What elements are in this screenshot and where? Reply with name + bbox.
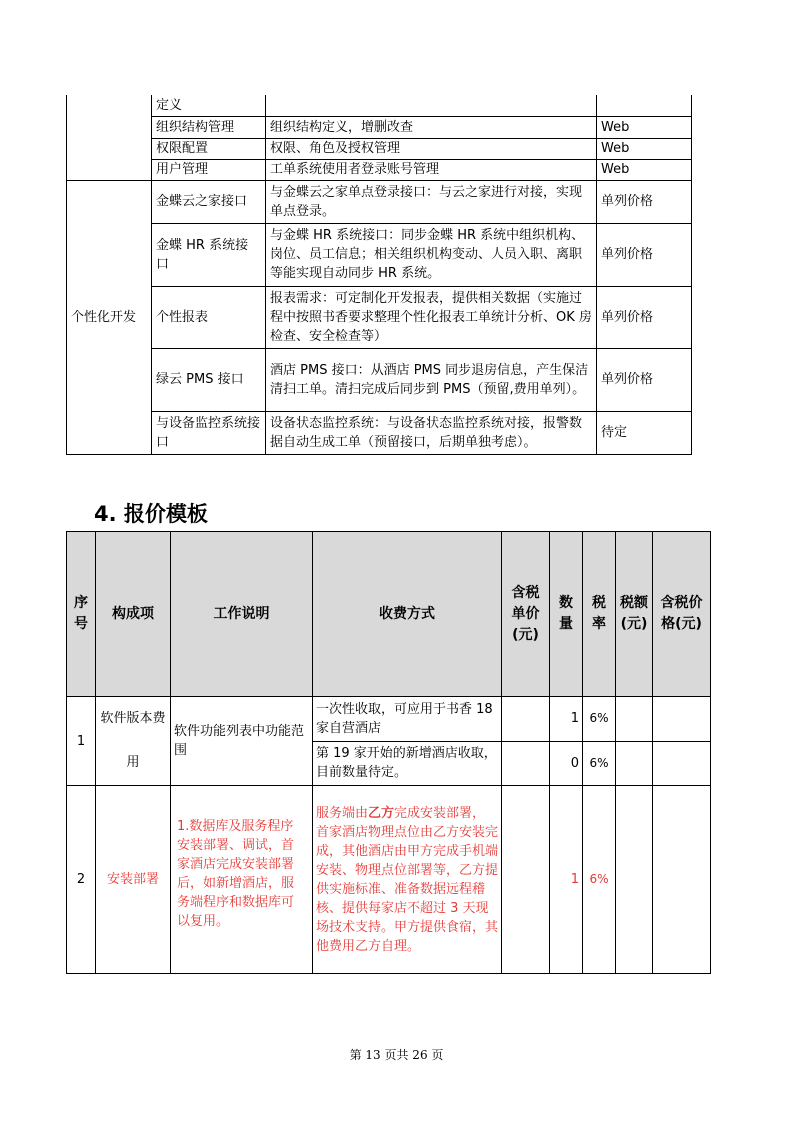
row-number: 1	[67, 697, 96, 786]
rate-cell: 6%	[583, 786, 616, 974]
section-title: 4. 报价模板	[94, 502, 208, 526]
table-row	[67, 348, 692, 411]
qty-cell: 0	[550, 741, 583, 786]
feature-table	[66, 95, 692, 455]
table-row	[67, 697, 711, 742]
item-cell: 安装部署	[96, 786, 171, 974]
tax-cell	[616, 697, 653, 742]
submodule-cell: 绿云 PMS 接口	[152, 348, 266, 411]
rate-cell: 6%	[583, 697, 616, 742]
charge-cell: 第 19 家开始的新增酒店收取，目前数量待定。	[313, 741, 502, 786]
unit-price-cell	[502, 741, 550, 786]
total-cell	[653, 786, 711, 974]
charge-text-pre: 服务端由	[316, 805, 369, 821]
table-row	[67, 138, 692, 159]
table-row	[67, 786, 711, 974]
submodule-cell: 金蝶 HR 系统接口	[152, 223, 266, 286]
col-header-work: 工作说明	[171, 532, 313, 697]
col-header-rate: 税率	[583, 532, 616, 697]
col-header-tax: 税额(元)	[616, 532, 653, 697]
type-cell: Web	[597, 138, 692, 159]
total-cell	[653, 741, 711, 786]
table-row	[67, 159, 692, 180]
item-cell: 软件版本费用	[96, 697, 171, 786]
type-cell: 单列价格	[597, 286, 692, 348]
qty-cell: 1	[550, 697, 583, 742]
rate-cell: 6%	[583, 741, 616, 786]
col-header-qty: 数量	[550, 532, 583, 697]
submodule-cell: 用户管理	[152, 159, 266, 180]
unit-price-cell	[502, 697, 550, 742]
type-cell: Web	[597, 116, 692, 138]
work-cell: 1.数据库及服务程序安装部署、调试，首家酒店完成安装部署后，如新增酒店，服务端程序和数据库可以复用。	[171, 786, 313, 974]
submodule-cell: 定义	[152, 95, 266, 116]
submodule-cell: 与设备监控系统接口	[152, 411, 266, 454]
col-header-charge: 收费方式	[313, 532, 502, 697]
table-row	[67, 286, 692, 348]
type-cell: 单列价格	[597, 180, 692, 223]
page-footer: 第 13 页共 26 页	[349, 1048, 444, 1062]
module-cell	[67, 95, 152, 180]
table-row	[67, 116, 692, 138]
charge-cell: 一次性收取，可应用于书香 18 家自营酒店	[313, 697, 502, 742]
module-cell: 个性化开发	[67, 180, 152, 454]
description-cell: 组织结构定义，增删改查	[266, 116, 597, 138]
col-header-unit-price: 含税单价(元)	[502, 532, 550, 697]
description-cell: 与金蝶 HR 系统接口：同步金蝶 HR 系统中组织机构、岗位、员工信息；相关组织机构变动、人员入职、离职等能实现自动同步 HR 系统。	[266, 223, 597, 286]
type-cell: 单列价格	[597, 348, 692, 411]
charge-cell	[313, 786, 502, 974]
description-cell: 设备状态监控系统：与设备状态监控系统对接，报警数据自动生成工单（预留接口，后期单独考虑）。	[266, 411, 597, 454]
tax-cell	[616, 741, 653, 786]
description-cell: 与金蝶云之家单点登录接口：与云之家进行对接，实现单点登录。	[266, 180, 597, 223]
col-header-item: 构成项	[96, 532, 171, 697]
charge-text-bold: 乙方	[368, 805, 395, 821]
total-cell	[653, 697, 711, 742]
submodule-cell: 个性报表	[152, 286, 266, 348]
submodule-cell: 组织结构管理	[152, 116, 266, 138]
type-cell: 单列价格	[597, 223, 692, 286]
submodule-cell: 金蝶云之家接口	[152, 180, 266, 223]
description-cell: 报表需求：可定制化开发报表，提供相关数据（实施过程中按照书香要求整理个性化报表工单统计分析、OK 房检查、安全检查等）	[266, 286, 597, 348]
table-row	[67, 180, 692, 223]
table-row	[67, 95, 692, 116]
row-number: 2	[67, 786, 96, 974]
description-cell: 工单系统使用者登录账号管理	[266, 159, 597, 180]
table-row	[67, 411, 692, 454]
description-cell: 酒店 PMS 接口：从酒店 PMS 同步退房信息，产生保洁清扫工单。清扫完成后同步到 PMS（预留,费用单列）。	[266, 348, 597, 411]
submodule-cell: 权限配置	[152, 138, 266, 159]
description-cell: 权限、角色及授权管理	[266, 138, 597, 159]
col-header-total: 含税价格(元)	[653, 532, 711, 697]
unit-price-cell	[502, 786, 550, 974]
qty-cell: 1	[550, 786, 583, 974]
type-cell: 待定	[597, 411, 692, 454]
col-header-no: 序号	[67, 532, 96, 697]
type-cell	[597, 95, 692, 116]
description-cell	[266, 95, 597, 116]
tax-cell	[616, 786, 653, 974]
type-cell: Web	[597, 159, 692, 180]
table-row	[67, 223, 692, 286]
table-header-row	[67, 532, 711, 697]
charge-text-post: 完成安装部署，首家酒店物理点位由乙方安装完成，其他酒店由甲方完成手机端安装、物理点位部署等，乙方提供实施标准、准备数据远程稽核、提供每家店不超过 3 天现场技术支持。甲方提供食宿，其他费用乙方自理。	[316, 805, 499, 954]
work-cell: 软件功能列表中功能范围	[171, 697, 313, 786]
quote-table	[66, 531, 711, 974]
